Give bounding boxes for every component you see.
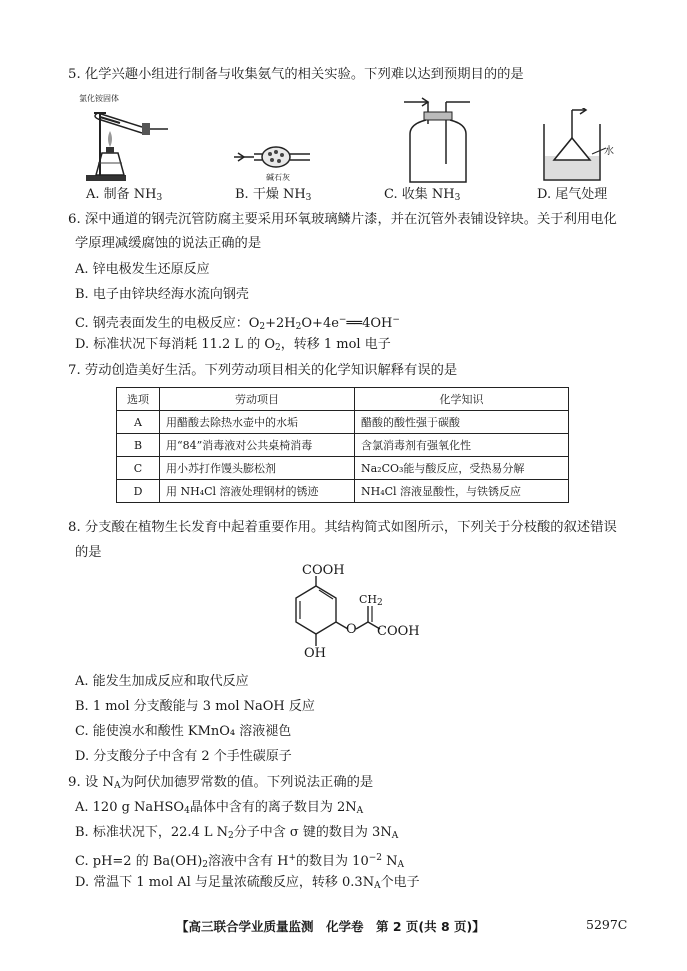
table-cell: Na₂CO₃能与酸反应，受热易分解 — [355, 457, 569, 480]
apparatus-a-icon — [80, 103, 170, 185]
q9-option-c: C. pH=2 的 $Ba(OH)_2$溶液中含有 H+的数目为 $10^{-2}$ $N_A$ — [75, 853, 405, 870]
q6-option-a: A. 锌电极发生还原反应 — [75, 262, 210, 277]
mol-cooh-top: COOH — [302, 563, 345, 578]
table-cell: A — [117, 411, 160, 434]
q5-option-b: B. 干燥 $NH_3$ — [235, 187, 312, 203]
apparatus-c-icon — [400, 94, 480, 186]
table-row — [117, 434, 569, 457]
table-header-option: 选项 — [117, 388, 160, 411]
q8-stem-line1: 8. 分支酸在植物生长发育中起着重要作用。其结构简式如图所示，下列关于分枝酸的叙述错误 — [68, 520, 617, 535]
q8-option-d: D. 分支酸分子中含有 2 个手性碳原子 — [75, 749, 292, 764]
mol-oh: OH — [304, 646, 326, 661]
mol-cooh-right: COOH — [377, 624, 420, 639]
q7-stem: 7. 劳动创造美好生活。下列劳动项目相关的化学知识解释有误的是 — [68, 363, 458, 378]
q8-option-c: C. 能使溴水和酸性 KMnO₄ 溶液褪色 — [75, 724, 292, 739]
q7-table — [116, 387, 569, 503]
paper-code: 5297C — [586, 917, 628, 932]
table-cell: 含氯消毒剂有强氧化性 — [355, 434, 569, 457]
table-header-task: 劳动项目 — [160, 388, 355, 411]
q8-stem-line2: 的是 — [75, 545, 102, 560]
table-cell: 用小苏打作馒头膨松剂 — [160, 457, 355, 480]
q9-stem: 9. 设 $N_A$为阿伏加德罗常数的值。下列说法正确的是 — [68, 775, 374, 791]
apparatus-b-icon — [232, 140, 322, 174]
table-row — [117, 457, 569, 480]
chorismic-acid-structure — [270, 562, 430, 670]
q6-option-c: C. 钢壳表面发生的电极反应：$O_2+2H_2O+4e^-══4OH^-$ — [75, 315, 400, 332]
q9-option-b: B. 标准状况下，22.4 L $N_2$分子中含 σ 键的数目为 $3N_A$ — [75, 825, 399, 841]
q5-label-solid: 氯化铵固体 — [79, 94, 119, 103]
q6-option-b: B. 电子由锌块经海水流向钢壳 — [75, 287, 249, 302]
q8-option-a: A. 能发生加成反应和取代反应 — [75, 674, 249, 689]
table-cell: 醋酸的酸性强于碳酸 — [355, 411, 569, 434]
q5-label-lime: 碱石灰 — [266, 173, 290, 182]
q8-option-b: B. 1 mol 分支酸能与 3 mol NaOH 反应 — [75, 699, 315, 714]
q5-option-d: D. 尾气处理 — [537, 187, 608, 202]
q5-option-c: C. 收集 $NH_3$ — [384, 187, 461, 203]
table-cell: B — [117, 434, 160, 457]
q9-option-a: A. 120 g NaHSO$_4$晶体中含有的离子数目为 $2N_A$ — [75, 800, 364, 816]
mol-oxygen: O — [346, 622, 357, 637]
q6-stem-line2: 学原理减缓腐蚀的说法正确的是 — [75, 236, 262, 251]
table-cell: C — [117, 457, 160, 480]
page-footer: 【高三联合学业质量监测 化学卷 第 2 页(共 8 页)】 — [176, 919, 485, 934]
q9-option-d: D. 常温下 1 mol Al 与足量浓硫酸反应，转移 $0.3N_A$个电子 — [75, 875, 420, 891]
table-cell: D — [117, 480, 160, 503]
table-header-row — [117, 388, 569, 411]
table-cell: 用醋酸去除热水壶中的水垢 — [160, 411, 355, 434]
q5-label-water: 水 — [604, 146, 614, 157]
q6-stem-line1: 6. 深中通道的钢壳沉管防腐主要采用环氧玻璃鳞片漆，并在沉管外表铺设锌块。关于利用电化 — [68, 212, 617, 227]
table-cell: 用 NH₄Cl 溶液处理钢材的锈迹 — [160, 480, 355, 503]
q5-stem: 5. 化学兴趣小组进行制备与收集氨气的相关实验。下列难以达到预期目的的是 — [68, 67, 524, 82]
table-cell: NH₄Cl 溶液显酸性，与铁锈反应 — [355, 480, 569, 503]
table-header-knowledge: 化学知识 — [355, 388, 569, 411]
table-row — [117, 480, 569, 503]
mol-ch2: $CH_2$ — [359, 593, 383, 608]
q6-option-d: D. 标准状况下每消耗 11.2 L 的 $O_2$，转移 1 mol 电子 — [75, 337, 391, 353]
q5-option-a: A. 制备 $NH_3$ — [86, 187, 163, 203]
apparatus-d-icon — [540, 108, 610, 184]
table-row — [117, 411, 569, 434]
table-cell: 用“84”消毒液对公共桌椅消毒 — [160, 434, 355, 457]
